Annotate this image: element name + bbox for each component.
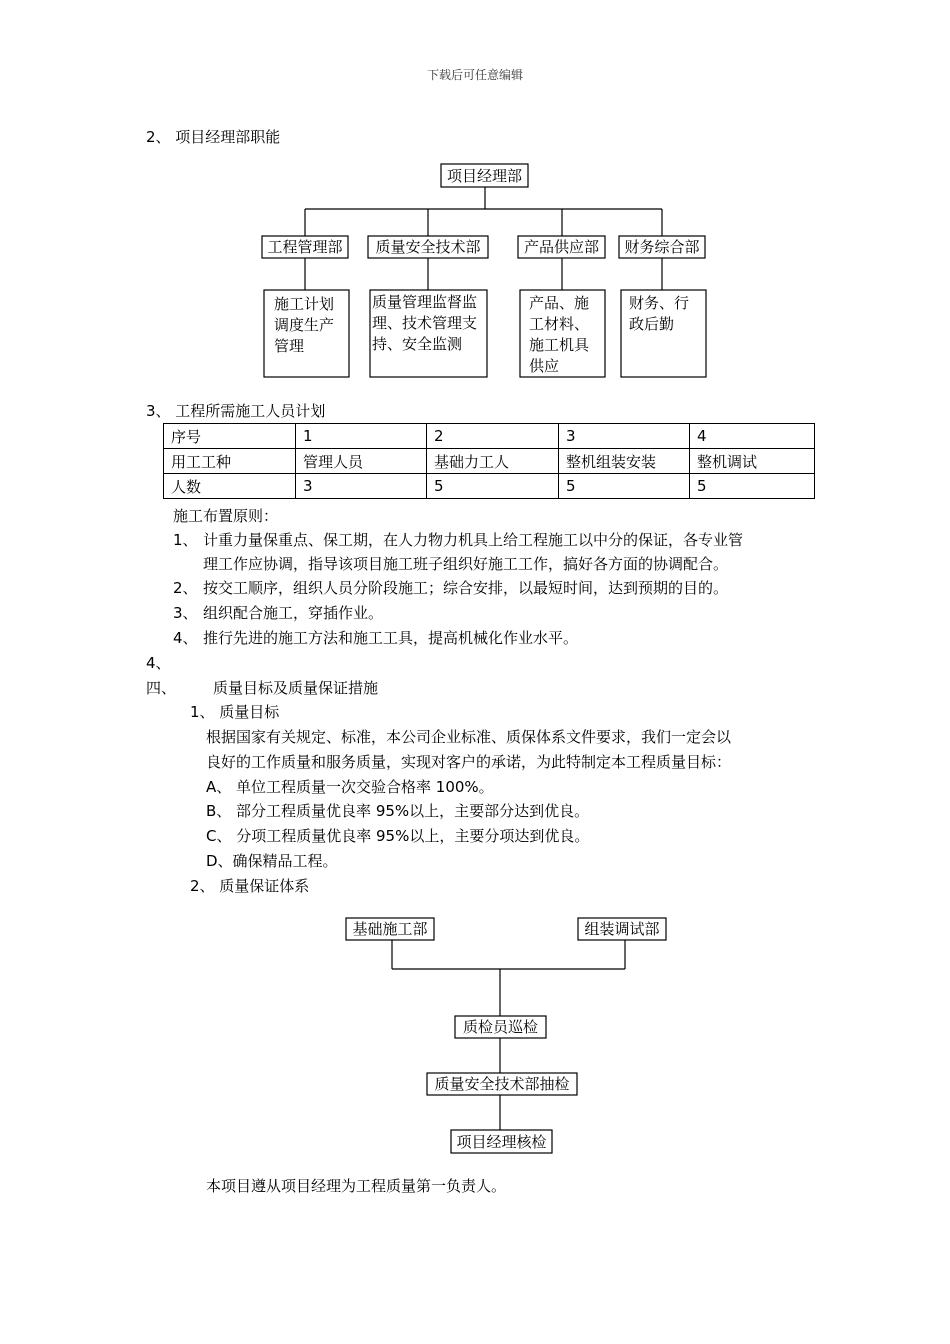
table-cell: 人数 [164, 474, 296, 499]
org-root-label: 项目经理部 [446, 167, 523, 185]
table-cell: 管理人员 [296, 449, 427, 474]
table-cell: 4 [690, 424, 815, 449]
table-cell: 序号 [164, 424, 296, 449]
section-4-number: 四、 [146, 679, 177, 697]
org-duty-line: 调度生产 [274, 316, 335, 334]
org-dept-label: 工程管理部 [267, 238, 343, 256]
principle-number: 3、 [173, 604, 198, 622]
org-duty-line: 质量管理监督监 [372, 293, 478, 311]
org-duty-line: 财务、行 [629, 294, 690, 312]
section-2-title: 2、 项目经理部职能 [146, 128, 281, 146]
principle-number: 4、 [173, 629, 198, 647]
section-4-title: 质量目标及质量保证措施 [213, 679, 379, 697]
qa-label-step2: 质量安全技术部抽检 [434, 1075, 570, 1093]
principle-number: 2、 [173, 579, 198, 597]
org-duty-line: 管理 [274, 337, 305, 355]
org-dept-label: 财务综合部 [624, 238, 700, 256]
org-duty-line: 施工计划 [274, 295, 335, 313]
table-cell: 1 [296, 424, 427, 449]
principle-text: 按交工顺序，组织人员分阶段施工；综合安排，以最短时间，达到预期的目的。 [203, 579, 729, 597]
closing-statement: 本项目遵从项目经理为工程质量第一负责人。 [206, 1177, 507, 1195]
table-cell: 2 [427, 424, 559, 449]
org-duty-line: 工材料、 [529, 315, 590, 333]
page-header: 下载后可任意编辑 [426, 68, 523, 82]
org-duty-line: 理、技术管理支 [372, 314, 478, 332]
table-cell: 3 [559, 424, 690, 449]
stray-list-number: 4、 [146, 654, 171, 672]
table-cell: 5 [427, 474, 559, 499]
table-cell: 基础力工人 [427, 449, 559, 474]
table-cell: 整机调试 [690, 449, 815, 474]
quality-goals-title: 1、 质量目标 [190, 703, 280, 721]
quality-intro: 根据国家有关规定、标准，本公司企业标准、质保体系文件要求，我们一定会以 [206, 728, 732, 746]
org-dept-label: 质量安全技术部 [375, 238, 481, 256]
org-duty-line: 持、安全监测 [372, 335, 463, 353]
principle-text: 计重力量保重点、保工期，在人力物力机具上给工程施工以中分的保证，各专业管 [203, 531, 744, 549]
quality-intro: 良好的工作质量和服务质量，实现对客户的承诺，为此特制定本工程质量目标： [206, 753, 732, 771]
org-duty-line: 施工机具 [529, 336, 590, 354]
table-row [164, 449, 815, 474]
table-cell: 整机组装安装 [559, 449, 690, 474]
qa-label-step3: 项目经理核检 [456, 1133, 547, 1151]
principles-title: 施工布置原则： [173, 507, 279, 525]
staff-plan-table [163, 423, 815, 499]
quality-goal-item: B、 部分工程质量优良率 95%以上，主要部分达到优良。 [206, 802, 590, 820]
org-dept-label: 产品供应部 [523, 238, 600, 256]
principle-number: 1、 [173, 531, 198, 549]
quality-system-title: 2、 质量保证体系 [190, 877, 310, 895]
qa-label-step1: 质检员巡检 [462, 1018, 539, 1036]
table-cell: 5 [559, 474, 690, 499]
quality-goal-item: C、 分项工程质量优良率 95%以上，主要分项达到优良。 [206, 827, 590, 845]
org-duty-line: 供应 [529, 357, 560, 375]
qa-label-left: 基础施工部 [352, 920, 428, 938]
quality-goal-item: D、确保精品工程。 [206, 852, 338, 870]
table-row [164, 474, 815, 499]
principle-text: 推行先进的施工方法和施工工具，提高机械化作业水平。 [203, 629, 579, 647]
principle-text: 理工作应协调，指导该项目施工班子组织好施工工作，搞好各方面的协调配合。 [203, 555, 729, 573]
table-cell: 3 [296, 474, 427, 499]
qa-flow-chart [0, 900, 950, 1170]
principle-text: 组织配合施工，穿插作业。 [203, 604, 384, 622]
table-row [164, 424, 815, 449]
quality-goal-item: A、 单位工程质量一次交验合格率 100%。 [206, 778, 494, 796]
qa-label-right: 组装调试部 [584, 920, 660, 938]
org-duty-line: 政后勤 [629, 315, 675, 333]
table-cell: 5 [690, 474, 815, 499]
section-3-title: 3、 工程所需施工人员计划 [146, 402, 326, 420]
table-cell: 用工工种 [164, 449, 296, 474]
org-duty-line: 产品、施 [529, 294, 590, 312]
org-chart [0, 0, 950, 400]
